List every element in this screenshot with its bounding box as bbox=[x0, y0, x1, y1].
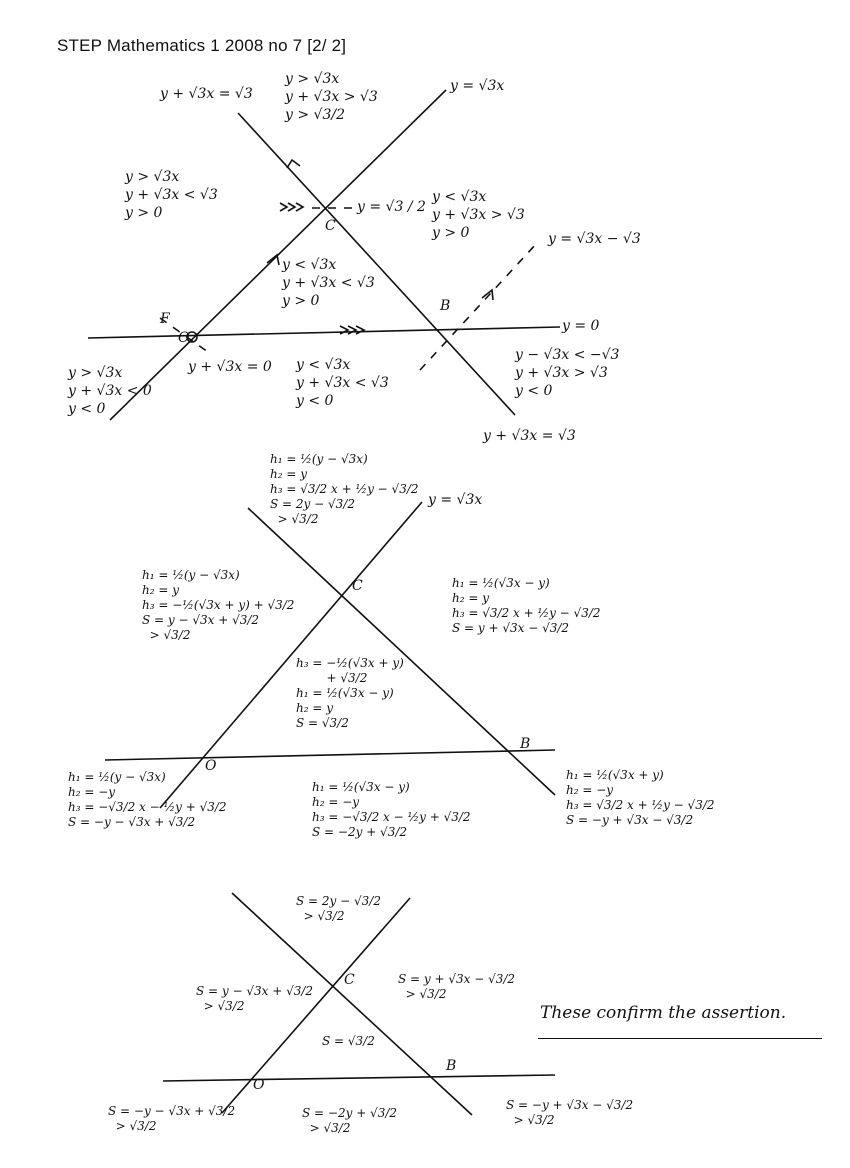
d2-point-o: O bbox=[205, 758, 217, 774]
d1-region-bottom-left: y > √3x y + √3x < 0 y < 0 bbox=[68, 365, 152, 417]
d1-region-bottom-center: y < √3x y + √3x < √3 y < 0 bbox=[296, 357, 389, 409]
d1-point-b: B bbox=[440, 298, 451, 314]
d3-region-bottom-center: S = −2y + √3/2 > √3/2 bbox=[302, 1106, 398, 1135]
d3-region-right: S = y + √3x − √3/2 > √3/2 bbox=[398, 972, 516, 1001]
conclusion-underline bbox=[538, 1038, 822, 1039]
d2-region-bottom-center: h₁ = ½(√3x − y) h₂ = −y h₃ = −√3/2 x − ½y + √3/2 S = −2y + √3/2 bbox=[312, 780, 471, 839]
d3-point-o: O bbox=[253, 1077, 265, 1093]
d1-region-bottom-right: y − √3x < −√3 y + √3x > √3 y < 0 bbox=[515, 347, 620, 399]
d2-region-bottom-left: h₁ = ½(y − √3x) h₂ = −y h₃ = −√3/2 x − ½y + √3/2 S = −y − √3x + √3/2 bbox=[68, 770, 227, 829]
d3-point-c: C bbox=[344, 972, 355, 988]
d3-region-bottom-left: S = −y − √3x + √3/2 > √3/2 bbox=[108, 1104, 236, 1133]
d1-region-right: y < √3x y + √3x > √3 y > 0 bbox=[432, 189, 525, 241]
d1-region-top: y > √3x y + √3x > √3 y > √3/2 bbox=[285, 71, 378, 123]
d2-point-c: C bbox=[352, 578, 363, 594]
d1-eq-line-neg: y + √3x = √3 bbox=[160, 86, 253, 102]
d3-axis bbox=[163, 1075, 555, 1081]
d1-point-c: C bbox=[325, 218, 336, 234]
d1-eq-hline: y = √3 / 2 bbox=[357, 199, 426, 215]
conclusion-note: These confirm the assertion. bbox=[540, 1003, 787, 1023]
d1-line-pos bbox=[110, 90, 446, 420]
d1-arrows-horiz bbox=[280, 203, 303, 211]
d1-eq-line-neg-bottom: y + √3x = √3 bbox=[483, 428, 576, 444]
d3-point-b: B bbox=[446, 1058, 457, 1074]
d1-eq-line-f: y + √3x = 0 bbox=[188, 359, 272, 375]
d2-point-b: B bbox=[520, 736, 531, 752]
d2-region-top: h₁ = ½(y − √3x) h₂ = y h₃ = √3/2 x + ½y − √3/2 S = 2y − √3/2 > √3/2 bbox=[270, 452, 419, 526]
d2-eq-line-pos: y = √3x bbox=[428, 492, 483, 508]
d1-point-f: F bbox=[160, 311, 170, 327]
d2-axis bbox=[105, 750, 555, 760]
d2-region-right: h₁ = ½(√3x − y) h₂ = y h₃ = √3/2 x + ½y − √3/2 S = y + √3x − √3/2 bbox=[452, 576, 601, 635]
d3-region-center: S = √3/2 bbox=[322, 1034, 375, 1048]
d1-axis bbox=[88, 327, 560, 338]
d1-arrow-dash bbox=[482, 290, 493, 300]
d3-region-left: S = y − √3x + √3/2 > √3/2 bbox=[196, 984, 314, 1013]
d1-region-center: y < √3x y + √3x < √3 y > 0 bbox=[282, 257, 375, 309]
d2-region-center: h₃ = −½(√3x + y) + √3/2 h₁ = ½(√3x − y) h₂ = y S = √3/2 bbox=[296, 656, 404, 730]
d3-region-top: S = 2y − √3/2 > √3/2 bbox=[296, 894, 381, 923]
d2-region-bottom-right: h₁ = ½(√3x + y) h₂ = −y h₃ = √3/2 x + ½y − √3/2 S = −y + √3x − √3/2 bbox=[566, 768, 715, 827]
d3-region-bottom-right: S = −y + √3x − √3/2 > √3/2 bbox=[506, 1098, 634, 1127]
d1-point-o: O bbox=[178, 330, 190, 346]
d2-region-left: h₁ = ½(y − √3x) h₂ = y h₃ = −½(√3x + y) + √3/2 S = y − √3x + √3/2 > √3/2 bbox=[142, 568, 295, 642]
d1-eq-axis: y = 0 bbox=[562, 318, 600, 334]
d1-arrows-axis bbox=[340, 326, 364, 334]
d1-arrow-up-left bbox=[287, 160, 300, 168]
d1-region-left: y > √3x y + √3x < √3 y > 0 bbox=[125, 169, 218, 221]
d1-eq-line-pos: y = √3x bbox=[450, 78, 505, 94]
d1-eq-line-dash: y = √3x − √3 bbox=[548, 231, 641, 247]
page-header: STEP Mathematics 1 2008 no 7 [2/ 2] bbox=[57, 36, 347, 55]
